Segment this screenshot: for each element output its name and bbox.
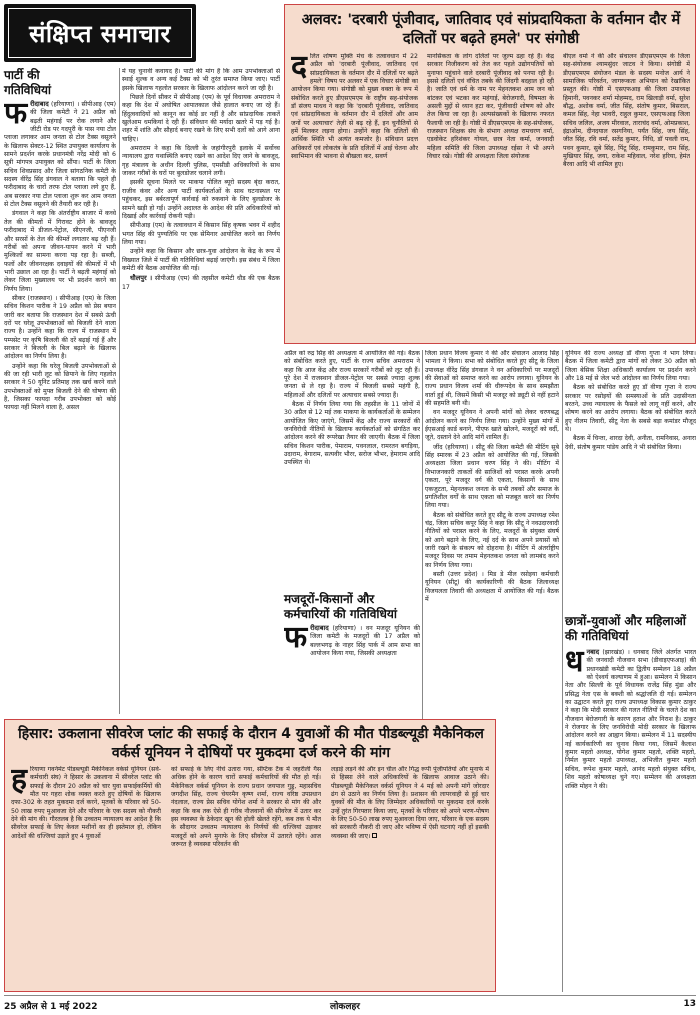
masthead-title: संक्षिप्त समाचार (29, 19, 171, 48)
article-paragraph: सीकर (राजस्थान) । सीपीआइ (एम) के जिला सचिव किशन पारीक ने 19 अप्रैल को प्रेस बयान जारी कर बताया कि राजस्थान देश में सबसे ऊंची दरों पर घरेलू उपभोक्ताओं को बिजली देने वाला राज्य है। उन्होंने कहा कि राज्य में राजस्थान में पम्पसेट पर कृषि बिजली की दरें बढ़ाई गई हैं और सरकार ने बिजली के बिल बढ़ाने के खिलाफ आंदोलन का निर्णय लिया है। (4, 294, 116, 361)
article-paragraph: बैठक को संबोधित करते हुए डॉ वीणा गुप्ता ने राज्य सरकार पर रसोइयों की समस्याओं के प्रति उदासीनता बरतने, उच्च न्यायालय के फैसले को लागू नहीं करने, और शोषण करने का आरोप लगाया। बैठक को संबोधित करते हुए नीलम तिवारी, सीटू नेता के सबसे बड़ा कमांडर मौजूद थे। (565, 384, 696, 434)
column-3-body (284, 350, 420, 590)
section-heading: मजदूरों-किसानों और कर्मचारियों की गतिविधियां (284, 592, 397, 621)
dropcap: ध (565, 648, 584, 679)
article-paragraph: वन मजदूर यूनियन ने अपनी मांगों को लेकर चरणबद्ध आंदोलन करने का निर्णय लिया गया। उन्होंने मुख्य मांगों में ईएसआई कार्ड बनाने, पीएफ खाते खोलने, मजदूरों को वर्दी, जूते, दस्ताने देने आदि मांगें शामिल हैं। (425, 409, 559, 442)
feature-column-a (291, 53, 418, 339)
masthead-frame (8, 8, 192, 58)
column-divider (562, 350, 563, 992)
dropcap: फ (284, 624, 308, 655)
article-paragraph: डंगवाल ने कहा कि अंतर्राष्ट्रीय बाजार में कच्चे तेल की कीमतों में गिरावट होने के बावजूद फरीदाबाद में डीजल-पेट्रोल, सीएनजी, पीएनजी और सरसों के तेल की कीमतें लगातार बढ़ रही हैं। गरीबों को अपना जीवन-यापन करने में भारी मुश्किलों का सामना करना पड़ रहा है। सब्जी, फलों और जीवनरक्षक दवाइयों की कीमतों में भी भारी उछाल आ रहा है। पार्टी ने बढ़ती महंगाई को लेकर जिला मुख्यालय पर भी प्रदर्शन करने का निर्णय लिया। (4, 210, 116, 293)
dropcap: द (291, 53, 307, 84)
section-heading: छात्रों-युवाओं और महिलाओं की गतिविधियां (565, 614, 686, 643)
dateline: धौलपुर । (130, 274, 153, 283)
article-paragraph: उन्होंने कहा कि किसान और छात्र-युवा आंदोलन के केंद्र के रूप में विख्यात जिले में पार्टी की गतिविधियां बढ़ाई जाएंगी। इस संबंध में जिला कमेटी की बैठक आयोजित की गई। (122, 248, 280, 272)
column-3-tail (284, 624, 420, 716)
feature-headline: अलवर: 'दरबारी पूंजीवाद, जातिवाद एवं सांप्रदायिकता के वर्तमान दौर में दलितों पर बढ़ते हमले' पर संगोष्ठी (301, 12, 681, 47)
article-paragraph: लित शोषण मुक्ति मंच के तत्वावधान में 22 अप्रैल को 'दरबारी पूंजीवाद, जातिवाद एवं सांप्रदायिकता के वर्तमान दौर में दलितों पर बढ़ते हमले' विषय पर अलवर में एक विचार संगोष्ठी का आयोजन किया गया। संगोष्ठी को मुख्य वक्ता के रूप में संबोधित करते हुए डीएसएमएम के राष्ट्रीय सह-संयोजक डॉ संजय माधव ने कहा कि 'दरबारी पूंजीवाद, जातिवाद एवं सांप्रदायिकता के वर्तमान दौर में दलितों और आम जनों पर अत्याचार' तेज़ी से बढ़ रहे हैं, इन चुनौतियों से हमें मिलकर लड़ना होगा। उन्होंने कहा कि दलितों की आर्थिक स्थिति भी अत्यंत कमजोर है। संविधान प्रदत्त अधिकारों एवं लोकतंत्र के प्रति दलितों में आई चेतना और स्वाभिमान की भावना से बौखला कर, सवर्ण (291, 53, 418, 161)
right-column-tail (565, 648, 696, 992)
feature-column-c (563, 53, 690, 339)
dateline: रीदाबाद (310, 624, 329, 632)
feature-box-hisar (4, 719, 496, 992)
article-paragraph: मानसिकता के लोग दलितों पर जुल्म ढहा रहे हैं। केंद्र सरकार निजीकरण को तेज कर पहले उद्योगपतियों को मुनाफा पहुंचाने वाले दरबारी पूंजीवाद को पनपा रही है। इससे दलितों एवं वंचित तबके की जिंदगी बदहाल हो रही है। जाति एवं धर्म के नाम पर मेहनतकश आम जन को बांटकर एवं भटका कर महंगाई, बेरोजगारी, विषमता के असली मुद्दों से ध्यान हटा कर, पूंजीवादी शोषण को और तेज किया जा रहा है। अल्पसंख्यकों के खिलाफ नफरत फैलायी जा रही है। गोष्ठी में डीएसएमएम के सह-संयोजक, राजस्थान शिक्षक संघ के संभाग अध्यक्ष रामचरण वर्मा, एडवोकेट हरिशंकर गोयल, छात्र नेता कर्मा, जनवादी महिला समिति की जिला उपाध्यक्ष रईसा ने भी अपने विचार रखे। गोष्ठी की अध्यक्षता जिला संयोजक (427, 53, 554, 161)
article-paragraph: बैठक में निर्णय लिया गया कि तहसील के 11 जोनों में 30 अप्रैल से 12 मई तक माकपा के कार्यकर्ताओं के सम्मेलन आयोजित किए जाएंगे, जिसमें केंद्र और राज्य सरकारों की जनविरोधी नीतियों के खिलाफ कार्यकर्ताओं को संगठित कर आंदोलन करने की रूपरेखा तैयार की जाएगी। बैठक में जिला सचिव किशन पारीक, पेमाराम, पवनलाल, रामरतन बगड़िया, उदाराम, बेगाराम, सत्यवीर भौरर, सरोज भौभर, हेमाराम आदि उपस्थित थे। (284, 401, 420, 467)
article-paragraph: में यह चुनावी कवायद है। पार्टी की मांग है कि आम उपभोक्ताओं से स्थाई शुल्क व अन्य कई टैक्स को भी तुरंत समाप्त किया जाए। पार्टी इसके खिलाफ गहलोत सरकार के खिलाफ आंदोलन करने जा रही है। (122, 68, 280, 92)
article-paragraph: लड़ाई लड़ने की और इन चील और गिद्ध रूपी पूंजीपतियों और मुनाफे में से हिस्सा लेने वाले अधिकारियों के खिलाफ आवाज उठाने की। पीडब्ल्यूडी मैकेनिकल वर्कर्स यूनियन ने 4 मई को अपनी मांगें जोरदार ढंग से उठाने का निर्णय लिया है। प्रशासन की लापरवाही से हुई चार युवकों की मौत के लिए जिम्मेदार अधिकारियों पर मुकदमा दर्ज करके उन्हें तुरंत गिरफ्तार किया जाए, मृतकों के परिवार को अपने भरण-पोषण के लिए 50-50 लाख रुपए मुआवजा दिया जाए, परिवार के एक सदस्य को सरकारी नौकरी दी जाए और भविष्य में ऐसी घटनाएं नहीं हों इसकी व्यवस्था की जाए। (331, 766, 489, 840)
article-paragraph: बैठक को संबोधित करते हुए सीटू के राज्य उपाध्यक्ष रमेश चंद्र, जिला सचिव कपूर सिंह ने कहा कि सीटू ने नवउदारवादी नीतियों को परास्त करने के लिए, मजदूरों के संयुक्त संघर्ष को आगे बढ़ाने के लिए, नई दर्द के साथ अपने प्रयासों को जारी रखने के संकल्प को दोहराया है। मीटिंग में अंतर्राष्ट्रीय मजदूर दिवस पर तमाम मेहनतकश जनता को लामबंद करने का निर्णय लिया गया। (425, 511, 559, 569)
article-paragraph: जिला प्रधान विजय कुमार ने की और संचालन आजाद सिंह भामला ने किया। सभा को संबोधित करते हुए सीटू के जिला उपाध्यक्ष वीरेंद्र सिंह डंगवाल ने वन अधिकारियों पर मजदूरों की सेवाओं को समाप्त करने का आरोप लगाया। यूनियन के राज्य प्रधान विजय शर्मा की धीरूपदेव के साथ समझौता वार्ता हुई थी, जिसमें किसी भी मजदूर को ड्यूटी से नहीं हटाने की सहमति बनी थी। (425, 350, 559, 408)
article-paragraph: (हरियाणा) । सीपीआइ (एम) की जिला कमेटी ने 21 अप्रैल को बढ़ती महंगाई पर रोक लगाने और जीटी रोड पर गदपुरी के पास नया टोल प्लाजा लगाकर आम जनता से टोल टैक्स वसूलने के खिलाफ सेक्टर-12 स्थित उपायुक्त कार्यालय के सामने प्रदर्शन करके प्रधानमंत्री नरेंद्र मोदी को 6 सूत्री मांगपत्र उपायुक्त को सौंपा। पार्टी के जिला सचिव शिवप्रसाद और जिला सांगठनिक कमेटी के सदस्य वीरेंद्र सिंह डंगवाल ने बताया कि पहले ही फरीदाबाद के चारों तरफ टोल प्लाजा लगे हुए हैं, अब सरकार नया टोल प्लाजा शुरू कर आम जनता से टोल टैक्स वसूलने की तैयारी कर रही है। (4, 101, 116, 209)
column-2-body (122, 68, 280, 714)
left-section (4, 68, 114, 98)
feature-column-a (11, 766, 161, 988)
dropcap: फ (4, 100, 28, 131)
footer-publication: लोकलहर (330, 1002, 360, 1012)
page-number: 13 (683, 999, 696, 1009)
article-paragraph: रियाणा गवर्नमेंट पीडब्ल्यूडी मैकेनिकल वर्कर्स यूनियन (सर्व-कर्मचारी संघ) ने हिसार के उकलाना में सीवरेज प्लांट की सफाई के दौरान 20 अप्रैल को चार युवा सफाईकर्मियों की मौत पर गहरा शोक व्यक्त करते हुए दोषियों के खिलाफ दफा-302 के तहत मुकदमा दर्ज करने, मृतकों के परिवार को 50-50 लाख रुपए मुआवजा देने और परिवार के एक सदस्य को नौकरी देने की मांग की। गौरतलब है कि उच्चतम न्यायालय का आदेश है कि सीवरेज सफाई के लिए केवल मशीनों का ही इस्तेमाल हो, लेकिन आदेशों की धज्जियां उड़ाते हुए 4 युवाओं (11, 766, 161, 840)
article-paragraph: (हरियाणा) । वन मजदूर यूनियन की जिला कमेटी के मजदूरों की 17 अप्रैल को बल्लभगढ़ के नाहर सिंह पार्क में आम सभा का आयोजन किया गया, जिसकी अध्यक्षता (310, 625, 420, 658)
students-section-heading-block (565, 614, 696, 644)
dateline: रीदाबाद (30, 100, 49, 108)
right-column-body (565, 350, 696, 610)
article-paragraph: अमराराम ने कहा कि दिल्ली के जहांगीरपुरी इलाके में सर्वोच्च न्यायालय द्वारा यथास्थिति बनाए रखने का आदेश दिए जाने के बावजूद, गृह मंत्रालय के अधीन दिल्ली पुलिस, एमसीडी अधिकारियों के साथ जाकर गरीबों के घरों पर बुलडोजर चलाने लगी। (122, 145, 280, 178)
page-footer (0, 997, 700, 1015)
end-mark (372, 833, 377, 838)
workers-section-heading-block (284, 592, 420, 622)
article-paragraph: को सफाई के लिए नीचे उतारा गया, सेप्टिक टैंक में जहरीली गैस अधिक होने के कारण चारों सफाई कर्मचारियों की मौत हो गई। मैकेनिकल वर्कर्स यूनियन के राज्य प्रधान जयपाल गुड्ड, महासचिव जगदीश सिंह, राज्य चेयरमैन कृष्ण शर्मा, राज्य वरिष्ठ उपप्रधान नंदलाल, राज्य प्रेस सचिव योगेश शर्मा ने सरकार से मांग की और कहा कि कब तक ऐसे ही गरीब नौजवानों की सीवरेज में उतार कर इस व्यवस्था के ठेकेदार खून की होली खेलते रहेंगे, कब तक ये मौत के सौदागर उच्चतम न्यायालय के निर्णयों की धज्जियां उड़ाकर मजदूरों को अपने मुनाफे के लिए सीवरेज में उतारते रहेंगे। आज जरूरत है व्यवस्था परिवर्तन की (171, 766, 321, 849)
article-paragraph: बैठक में चिन्ता, शारदा देवी, अनीता, रामनिवास, अनारा देवी, संतोष कुमार पांडेय आदि ने भी संबोधित किया। (565, 435, 696, 451)
article-paragraph: इसकी सूचना मिलते पर माकपा पोलित ब्यूरो सदस्य बृंदा करात, राजीव कंवर और अन्य पार्टी कार्यकर्ताओं के साथ घटनास्थल पर पहुंचकर, इस बर्बरतापूर्ण कार्रवाई को रुकवाने के लिए बुलडोजर के सामने खड़ी हो गईं। उन्होंने अदालत के आदेश की प्रति अधिकारियों को दिखाई और कार्रवाई रोकनी पड़ी। (122, 179, 280, 220)
left-column-body (4, 100, 116, 712)
article-paragraph: जींद (हरियाणा) । सीटू की जिला कमेटी की मीटिंग सुबे सिंह स्मारक में 23 अप्रैल को आयोजित की गई, जिसकी अध्यक्षता जिला प्रधान चरण सिंह ने की। मीटिंग में विभाजनकारी ताकतों की साजिशों को परास्त करके अपनी एकता, पूरे मजदूर वर्ग की एकता, किसानों के साथ एकजुटता, मेहनतकश जनता के सभी तबकों और समाज के प्रगतिशील वर्गों के साथ एकता को मजबूत करने का निर्णय लिया गया। (425, 443, 559, 510)
article-paragraph: बीएल वर्मा ने की और संचालन डीएसएमएम के जिला सह-संयोजक श्यामसुंदर जाटव ने किया। संगोष्ठी में डीएसएमएम संयोजन मंडल के सदस्य मनोज आर्य ने सामाजिक परिवर्तन, जागरूकता अभियान को रेखांकित प्रस्तुत की। गोष्ठी में एसएफआइ की जिला उपाध्यक्ष हिमानी, पवनकर शर्मा मोहम्मद, राम खिलाड़ी वर्मा, सुरेश बौद्ध, अशोक वर्मा, जीत सिंह, संतोष कुमार, बिसराल, कमल सिंह, नेहा भावरी, राहुल कुमार, एसएफआइ जिला सचिव जलिल, अजय मीरवाल, ताराचंद वर्मा, ओमप्रकाश, इंद्राओम, दीनदयाल रसगनिया, पर्यंत सिंह, जय सिंह, जीत सिंह, रवि वर्मा, सतेंद्र कुमार, निधि, डॉ पवली राम, पवन कुमार, सुबे सिंह, पिंटू सिंह, रामकुमार, राम सिंह, मुखियार सिंह, जया, राकेश महिवाल, नरेश हरिया, हेमंत बैरवा आदि भी शामिल हुए। (563, 53, 690, 169)
article-paragraph: सीपीआइ (एम) की तहसील कमेटी धौड की एक बैठक 17 (122, 275, 280, 291)
feature-headline: हिसार: उकलाना सीवरेज प्लांट की सफाई के दौरान 4 युवाओं की मौत पीडब्ल्यूडी मैकेनिकल वर्कर्स यूनियन ने दोषियों पर मुकदमा दर्ज करने की मांग (18, 726, 484, 761)
section-masthead (4, 4, 196, 62)
article-paragraph: उन्होंने कहा कि घरेलू बिजली उपभोक्ताओं से की जा रही भारी लूट को छिपाने के लिए गहलोत सरकार ने 50 यूनिट प्रतिमाह तक खर्च करने वाले उपभोक्ताओं को मुफ्त बिजली देने की घोषणा की है, जिसका फायदा गरीब उपभोक्ता को कोई फायदा नहीं मिलने वाला है, असल (4, 362, 116, 412)
feature-box-alwar (284, 4, 696, 344)
feature-column-b (171, 766, 321, 988)
left-section-heading-line1: पार्टी की (4, 68, 40, 82)
dateline: नबाद (586, 648, 600, 656)
dropcap: ह (11, 766, 27, 797)
footer-rule (4, 995, 696, 996)
feature-column-c (331, 766, 489, 988)
article-paragraph: (झारखंड) । धनबाद जिले अंतर्गत भारत की जनवादी नौजवान सभा (डीवाइएफआइ) की प्रधानखंडी कमेटी का द्वितीय सम्मेलन 18 अप्रैल को ऐश्वर्य कल्याणम में हुआ। सम्मेलन में किसान नेता और सिल्ली के पूर्व विधायक राजेंद्र सिंह मुंडा और प्रसिद्ध नेता एस के बक्शी को श्रद्धांजलि दी गई। सम्मेलन का उद्घाटन करते हुए राज्य उपाध्यक्ष विकास कुमार ठाकुर ने कहा कि मोदी सरकार की गलत नीतियों के चलते देश का नौजवान बेरोजगारी के कारण हताश और निराश है। ठाकुर ने रोजगार के लिए जनविरोधी मोदी सरकार के खिलाफ आंदोलन करने का आह्वान किया। सम्मेलन में 11 सदस्यीय नई कार्यकारिणी का चुनाव किया गया, जिसमें कैलाश कुमार महतो अध्यक्ष, योगेश कुमार महतो, शक्ति महतो, निर्मल कुमार महतो उपाध्यक्ष, अभिजीत कुमार महतो सचिव, रूपेश कुमार महतो, आनंद महतो संयुक्त सचिव, शिव महतो कोषाध्यक्ष चुने गए। सम्मेलन की अध्यक्षता शक्ति मोहन ने की। (565, 649, 696, 790)
footer-date: 25 अप्रैल से 1 मई 2022 (4, 1002, 98, 1012)
column-divider (119, 68, 120, 714)
article-paragraph: यूनियन की राज्य अध्यक्ष डॉ वीणा गुप्ता ने भाग लिया। बैठक में जिला कमेटी द्वारा मांगों को लेकर 30 अप्रैल को जिला बेसिक शिक्षा अधिकारी कार्यालय पर प्रदर्शन करने और 18 मई से जेल भरो आंदोलन का निर्णय लिया गया। (565, 350, 696, 383)
feature-column-b (427, 53, 554, 339)
article-paragraph: अप्रैल को रुद्र सिंह की अध्यक्षता में आयोजित की गई। बैठक को संबोधित करते हुए, पार्टी के राज्य सचिव अमराराम ने कहा कि आज केंद्र और राज्य सरकारें गरीबों को लूट रही हैं। पूरे देश में राजस्थान डीजल-पेट्रोल पर सबसे ज्यादा शुल्क जनता से ले रहा है। राज्य में बिजली सबसे महंगी है, महिलाओं और दलितों पर अत्याचार सबसे ज्यादा हैं। (284, 350, 420, 399)
left-section-heading-line2: गतिविधियां (4, 83, 52, 97)
article-paragraph: पिछले दिनों सीकर में सीपीआइ (एम) के पूर्व विधायक अमराराम ने कहा कि देश में अघोषित आपातकाल जैसे हालात बनाए जा रहे हैं। हिंदुत्ववादियों को कानून का कोई डर नहीं है और सांप्रदायिक ताकतें खुलेआम धमकियां दे रही हैं। संविधान की मर्यादा खतरे में पड़ गई है। शहर में शांति और सौहार्द बनाए रखने के लिए सभी दलों को आगे आना चाहिए। (122, 94, 280, 143)
article-paragraph: बस्ती (उत्तर प्रदेश) । मिड डे मील रसोइया कर्मचारी यूनियन (सीटू) की कार्यकारिणी की बैठक जिलाध्यक्ष विजयलता तिवारी की अध्यक्षता में आयोजित की गई। बैठक में (425, 570, 559, 603)
article-paragraph: सीपीआइ (एम) के तत्वावधान में किसान सिंह कृषक भवन में शहीद भगत सिंह की पुण्यतिथि पर एक सेमिनार आयोजित करने का निर्णय लिया गया। (122, 222, 280, 246)
